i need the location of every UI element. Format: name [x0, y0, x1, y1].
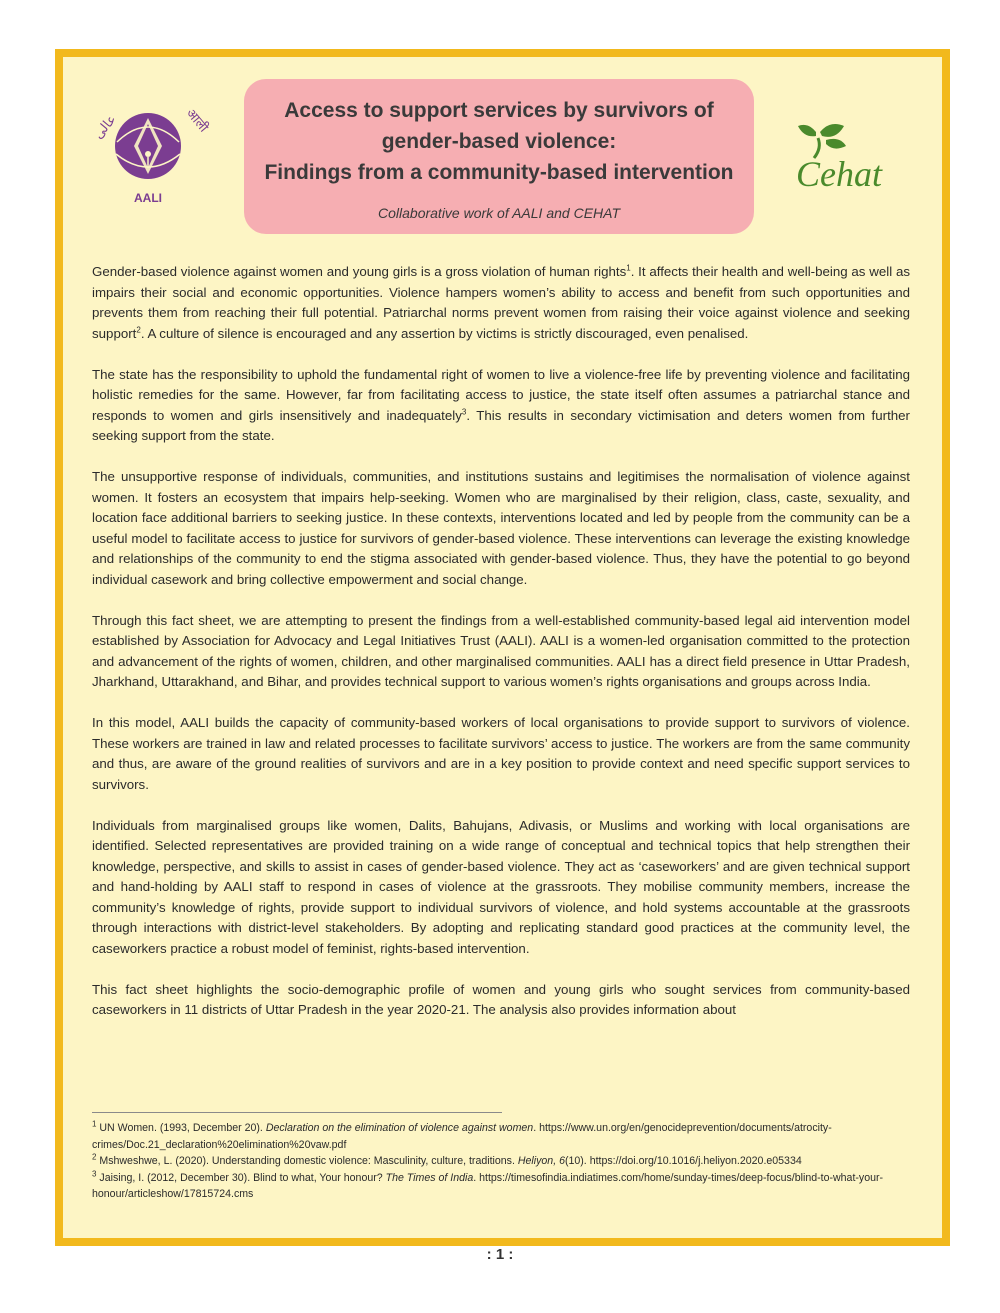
- body-text: [92, 262, 910, 1041]
- footnotes: [92, 1120, 910, 1203]
- document-title: [254, 95, 744, 188]
- page-number: : 1 :: [486, 1246, 514, 1263]
- header-box: [244, 79, 754, 234]
- paragraph: Individuals from marginalised groups like women, Dalits, Bahujans, Adivasis, or Muslims and working with local organisations are identified. Selected representatives are provided training on a wide range of conceptual and technical topics that help strengthen their knowledge, perspective, and skills to assist in cases of gender-based violence. They act as ‘caseworkers’ and are given technical support and hand-holding by AALI staff to respond in cases of violence at the grassroots. They mobilise community members, increase the community’s knowledge of rights, provide support to individual survivors of violence, and hold systems accountable at the grassroots through interactions with district-level stakeholders. By adopting and replicating standard good practices at the community level, the caseworkers practice a robust model of feminist, rights-based intervention.: [92, 817, 910, 956]
- paragraph: This fact sheet highlights the socio-demographic profile of women and young girls who sought services from community-based caseworkers in 11 districts of Uttar Pradesh in the year 2020-21. The analysis also provides information about: [92, 981, 910, 1017]
- footnote-link[interactable]: . https://timesofindia.indiatimes.com/home/sunday-times/deep-focus/blind-to-what-your-honour/articleshow/17815724.cms: [92, 1171, 884, 1200]
- paragraph: Through this fact sheet, we are attempting to present the findings from a well-established community-based legal aid intervention model established by Association for Advocacy and Legal Initiatives Trust (AALI). AALI is a women-led organisation committed to the protection and advancement of the rights of women, children, and other marginalised communities. AALI has a direct field presence in Uttar Pradesh, Jharkhand, Uttarakhand, and Bihar, and provides technical support to various women’s rights organisations and groups across India.: [92, 612, 910, 689]
- svg-text:आली: आली: [182, 106, 211, 136]
- paragraph: The state has the responsibility to uphold the fundamental right of women to live a violence-free life by preventing violence and facilitating holistic remedies for the same. However, far from facilitating access to justice, the state itself often assumes a patriarchal stance and responds to women and girls insensitively and inadequately$^3$. This results in secondary victimisation and deters women from further seeking support from the state.: [92, 366, 910, 443]
- footnote-link[interactable]: . https://www.un.org/en/genocideprevention/documents/atrocity-crimes/Doc.21_declaration%20elimination%20vaw.pdf: [92, 1122, 832, 1151]
- title-line: gender-based violence:: [381, 130, 617, 153]
- footnote-ref[interactable]: 2: [136, 325, 141, 335]
- svg-text:عالی: عالی: [91, 112, 120, 143]
- footnote: $^2$ Mshweshwe, L. (2020). Understanding domestic violence: Masculinity, culture, traditions. Heliyon, 6(10). https://doi.org/10.1016/j.heliyon.2020.e05334: [92, 1152, 802, 1167]
- footnote-ref[interactable]: 3: [461, 407, 467, 417]
- document-subtitle: Collaborative work of AALI and CEHAT: [378, 205, 620, 221]
- footnote-link[interactable]: (10). https://doi.org/10.1016/j.heliyon.2020.e05334: [564, 1155, 802, 1167]
- paragraph: In this model, AALI builds the capacity of community-based workers of local organisations to provide support to survivors of violence. These workers are trained in law and related processes to facilitate survivors’ access to justice. The workers are from the same community and thus, are aware of the ground realities of survivors and are in a key position to provide context and need specific support services to survivors.: [92, 715, 910, 792]
- paragraph: Gender-based violence against women and young girls is a gross violation of human rights$^1$. It affects their health and well-being as well as impairs their social and economic opportunities. Violence hampers women’s ability to access and benefit from such opportunities and prevents them from reaching their full potential. Patriarchal norms prevent women from raising their voice against violence and seeking support$^2$. A culture of silence is encouraged and any assertion by victims is strictly discouraged, even penalised.: [92, 263, 910, 341]
- paragraph: The unsupportive response of individuals, communities, and institutions sustains and legitimises the normalisation of violence against women. It fosters an ecosystem that impairs help-seeking. Women who are marginalised by their religion, class, caste, sexuality, and location face additional barriers to seeking justice. In these contexts, interventions located and led by people from the community can be a useful model to facilitate access to justice for survivors of gender-based violence. These interventions can leverage the existing knowledge and relationships of the community to end the stigma associated with gender-based violence. Thus, they have the potential to go beyond individual casework and bring collective empowerment and social change.: [92, 469, 910, 587]
- svg-text:AALI: AALI: [134, 191, 162, 205]
- footnote: $^3$ Jaising, I. (2012, December 30). Blind to what, Your honour? The Times of India. https://timesofindia.indiatimes.com/home/sunday-times/deep-focus/blind-to-what-your-honour/articleshow/17815724.cms: [92, 1168, 884, 1200]
- title-line: Findings from a community-based intervention: [264, 161, 734, 184]
- aali-logo: [91, 102, 211, 212]
- footnote-ref[interactable]: 1: [626, 263, 631, 273]
- cehat-logo: [786, 118, 906, 198]
- footnote: $^1$ UN Women. (1993, December 20). Declaration on the elimination of violence against women. https://www.un.org/en/genocideprevention/documents/atrocity-crimes/Doc.21_declaration%20elimination%20vaw.pdf: [92, 1119, 832, 1151]
- svg-text:Cehat: Cehat: [796, 154, 882, 194]
- title-line: Access to support services by survivors of: [284, 99, 714, 122]
- footnote-divider: [92, 1112, 502, 1113]
